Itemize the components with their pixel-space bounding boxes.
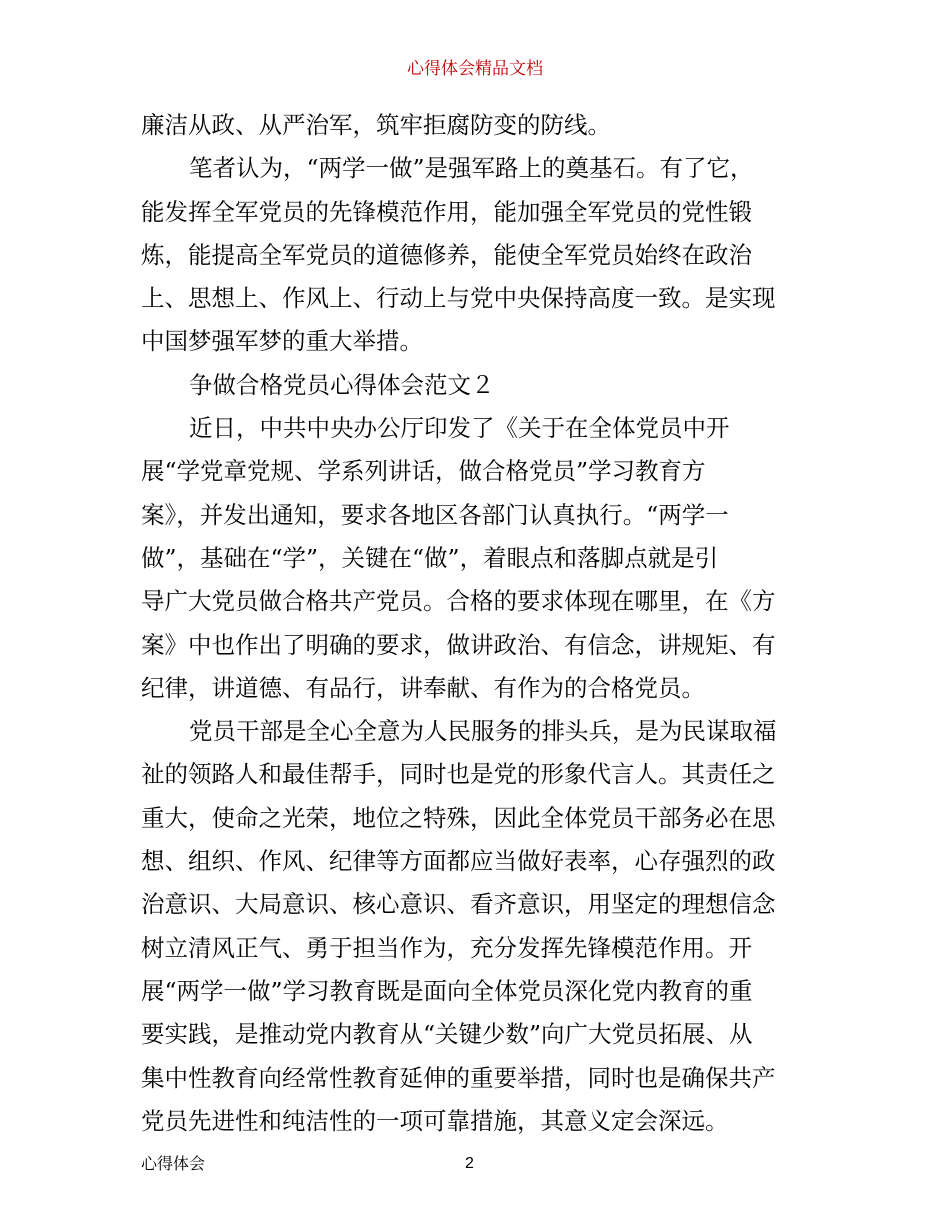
text-line: 导广大党员做合格共产党员。合格的要求体现在哪里，在《方 (141, 587, 776, 616)
text-line: 笔者认为，“两学一做”是强军路上的奠基石。有了它， (189, 154, 754, 183)
text-line: 想、组织、作风、纪律等方面都应当做好表率，心存强烈的政 (141, 847, 776, 876)
page-number: 2 (465, 1155, 474, 1172)
text-line: 炼，能提高全军党员的道德修养，能使全军党员始终在政治 (141, 240, 752, 269)
text-line: 做”，基础在“学”，关键在“做”，着眼点和落脚点就是引 (141, 543, 719, 572)
text-line: 树立清风正气、勇于担当作为，充分发挥先锋模范作用。开 (141, 933, 752, 962)
text-line: 集中性教育向经常性教育延伸的重要举措，同时也是确保共产 (141, 1063, 776, 1092)
text-line: 近日，中共中央办公厅印发了《关于在全体党员中开 (189, 414, 730, 443)
text-line: 治意识、大局意识、核心意识、看齐意识，用坚定的理想信念 (141, 890, 776, 919)
text-line: 重大，使命之光荣，地位之特殊，因此全体党员干部务必在思 (141, 803, 776, 832)
text-line: 要实践，是推动党内教育从“关键少数”向广大党员拓展、从 (141, 1020, 753, 1049)
text-line: 展“两学一做”学习教育既是面向全体党员深化党内教育的重 (141, 976, 753, 1005)
text-line: 纪律，讲道德、有品行，讲奉献、有作为的合格党员。 (141, 673, 705, 702)
text-line: 展“学党章党规、学系列讲话，做合格党员”学习教育方 (141, 457, 706, 486)
text-line: 党员先进性和纯洁性的一项可靠措施，其意义定会深远。 (141, 1106, 729, 1135)
text-line: 党员干部是全心全意为人民服务的排头兵，是为民谋取福 (189, 717, 777, 746)
text-line: 上、思想上、作风上、行动上与党中央保持高度一致。是实现 (141, 284, 776, 313)
text-line: 案》，并发出通知，要求各地区各部门认真执行。“两学一 (141, 500, 729, 529)
section-heading: 争做合格党员心得体会范文２ (189, 370, 495, 399)
text-line: 廉洁从政、从严治军，筑牢拒腐防变的防线。 (141, 111, 611, 139)
text-line: 案》中也作出了明确的要求，做讲政治、有信念，讲规矩、有 (141, 630, 776, 659)
text-line: 中国梦强军梦的重大举措。 (141, 327, 423, 356)
text-line: 祉的领路人和最佳帮手，同时也是党的形象代言人。其责任之 (141, 760, 776, 789)
document-body (141, 104, 813, 1143)
page-header-title: 心得体会精品文档 (407, 59, 543, 79)
footer-label: 心得体会 (141, 1154, 206, 1173)
text-line: 能发挥全军党员的先锋模范作用，能加强全军党员的党性锻 (141, 197, 752, 226)
